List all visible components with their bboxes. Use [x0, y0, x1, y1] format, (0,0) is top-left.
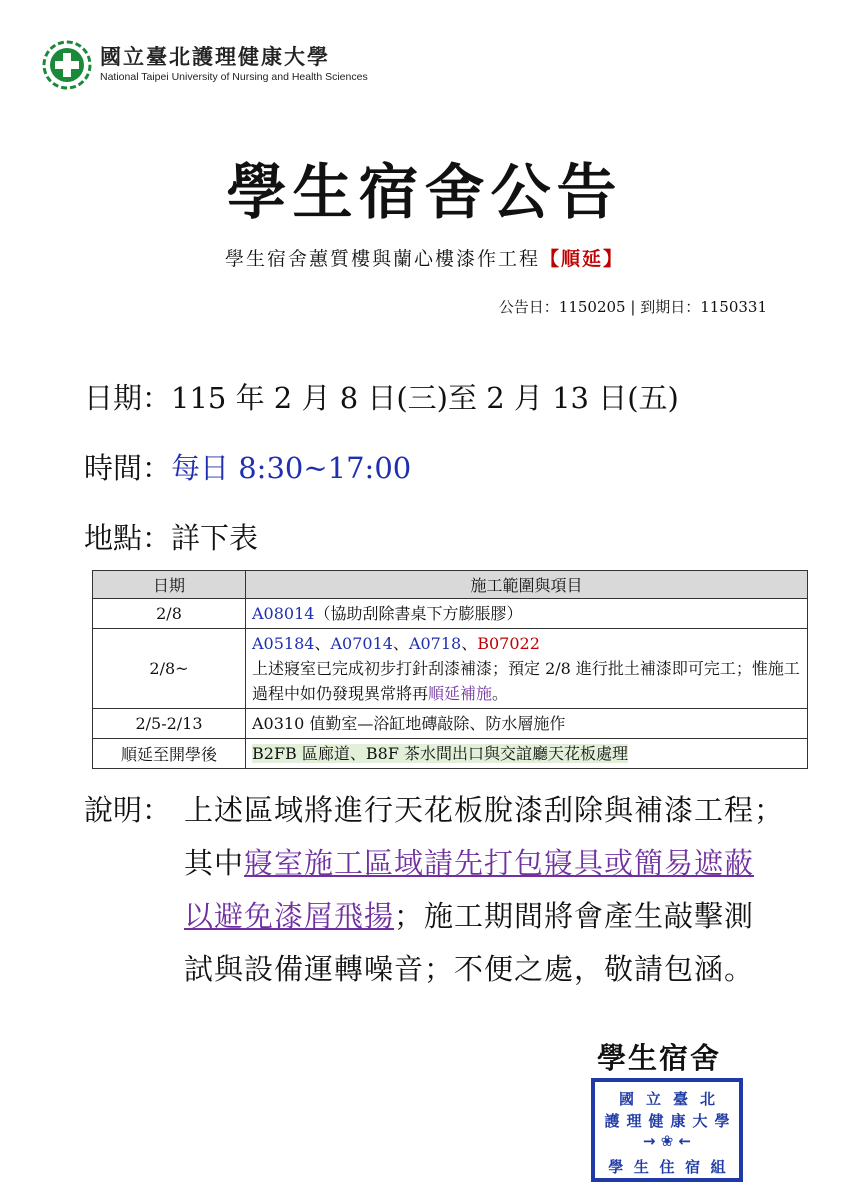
row-desc-end: 。: [492, 684, 509, 703]
row-scope: [246, 629, 808, 709]
header-date: 日期: [93, 571, 246, 599]
row-desc-highlight: B2FB 區廊道、B8F 茶水間出口與交誼廳天花板處理: [252, 744, 629, 763]
stamp-char: 護: [604, 1112, 620, 1130]
stamp-row: [595, 1156, 739, 1177]
green-cross-wreath-icon: [42, 40, 92, 90]
location-field: [84, 516, 258, 557]
time-value: 每日 8:30~17:00: [171, 451, 412, 485]
stamp-char: 國: [618, 1090, 634, 1108]
row-desc: 上述寢室已完成初步打針刮漆補漆；預定 2/8 進行批土補漆即可完工；惟施工過程中如仍發現異常將再: [252, 659, 800, 703]
stamp-char: 理: [626, 1112, 642, 1130]
room-code: A08014: [252, 604, 315, 623]
table-header-row: [93, 571, 808, 599]
postponed-label: 【順延】: [540, 248, 625, 270]
date-value: 115 年 2 月 8 日(三)至 2 月 13 日(五): [171, 381, 679, 415]
room-code: A07014: [330, 634, 393, 653]
university-logo: [42, 40, 368, 90]
stamp-char: 北: [699, 1090, 715, 1108]
university-name-en: National Taipei University of Nursing and Health Sciences: [100, 71, 368, 83]
row-desc-emph: 順延補施: [428, 684, 493, 703]
stamp-char: 健: [648, 1112, 664, 1130]
stamp-char: 臺: [672, 1090, 688, 1108]
separator: 、: [314, 634, 331, 653]
page-title: 學生宿舍公告: [226, 158, 623, 228]
table-row: [93, 599, 808, 629]
stamp-char: 住: [659, 1158, 675, 1176]
stamp-arrows: → ❀ ←: [642, 1132, 692, 1150]
stamp-char: 立: [645, 1090, 661, 1108]
stamp-row: [595, 1088, 739, 1109]
date-field: [84, 376, 679, 417]
note-text-2: ；施工期間將會產生敲擊測試與設備運轉噪音；不便之處，敬請包涵。: [184, 899, 755, 986]
time-field: [84, 446, 411, 487]
subtitle-text: 學生宿舍蕙質樓與蘭心樓漆作工程: [224, 248, 540, 270]
row-date: 2/8~: [93, 629, 246, 709]
note-body: [184, 784, 784, 996]
note-emphasis: 寢室施工區域請先打包寢具或簡易遮蔽以避免漆屑飛揚: [184, 846, 755, 933]
subtitle: [0, 244, 849, 271]
stamp-row: [595, 1110, 739, 1131]
stamp-char: 生: [633, 1158, 649, 1176]
header-scope: 施工範圍與項目: [246, 571, 808, 599]
room-code: A05184: [252, 634, 315, 653]
row-date: 2/8: [93, 599, 246, 629]
stamp-char: 康: [670, 1112, 686, 1130]
stamp-char: 學: [714, 1112, 730, 1130]
note-section: [84, 784, 784, 996]
table-row: [93, 629, 808, 709]
row-date: 順延至開學後: [93, 739, 246, 769]
official-stamp: [591, 1078, 743, 1182]
university-name-zh: 國立臺北護理健康大學: [100, 45, 330, 69]
stamp-char: 宿: [685, 1158, 701, 1176]
announcement-dates: 公告日：1150205 | 到期日：1150331: [498, 298, 767, 316]
location-label: 地點：: [84, 521, 172, 555]
separator: 、: [392, 634, 409, 653]
row-scope: [246, 739, 808, 769]
note-label: 說明：: [84, 793, 172, 827]
table-row: [93, 739, 808, 769]
room-code: A0718: [408, 634, 462, 653]
work-schedule-table: [92, 570, 808, 769]
row-date: 2/5-2/13: [93, 709, 246, 739]
row-scope: A0310 值勤室—浴缸地磚敲除、防水層施作: [246, 709, 808, 739]
table-row: [93, 709, 808, 739]
date-label: 日期：: [84, 381, 172, 415]
row-scope: [246, 599, 808, 629]
separator: 、: [461, 634, 478, 653]
stamp-char: 組: [710, 1158, 726, 1176]
row-desc: （協助刮除書桌下方膨脹膠）: [314, 604, 523, 623]
stamp-char: 大: [692, 1112, 708, 1130]
room-code-red: B07022: [477, 634, 540, 653]
stamp-char: 學: [608, 1158, 624, 1176]
location-value: 詳下表: [171, 521, 259, 555]
signature: 學生宿舍: [597, 1041, 722, 1075]
note-text-1: 上述區域將進行天花板脫漆刮除與補漆工程；其中: [184, 793, 785, 880]
time-label: 時間：: [84, 451, 172, 485]
